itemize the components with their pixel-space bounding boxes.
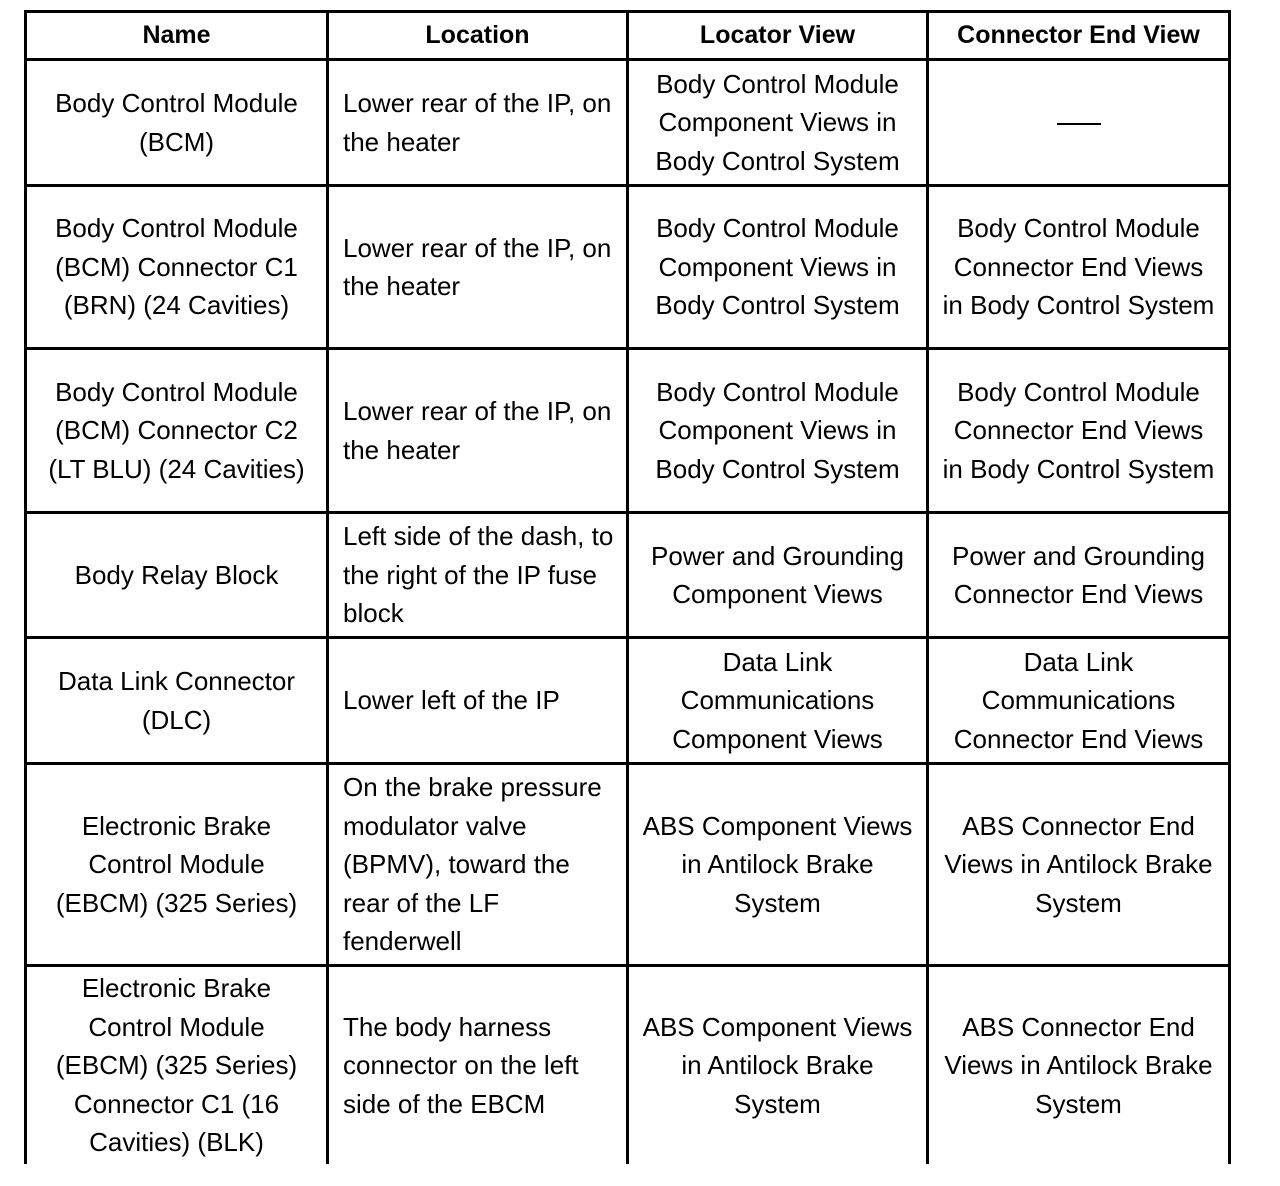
cell-name: Body Control Module (BCM): [26, 60, 328, 186]
cell-connector-end-view: Body Control Module Connector End Views in Body Control System: [928, 349, 1230, 513]
table-row: [26, 764, 1230, 966]
cell-location: On the brake pressure modulator valve (BPMV), toward the rear of the LF fenderwell: [328, 764, 628, 966]
cell-connector-end-view: Power and Grounding Connector End Views: [928, 513, 1230, 638]
cell-location: Lower rear of the IP, on the heater: [328, 60, 628, 186]
cell-name: Electronic Brake Control Module (EBCM) (325 Series) Connector C1 (16 Cavities) (BLK): [26, 966, 328, 1164]
table-row: [26, 60, 1230, 186]
component-locator-table: [24, 10, 1231, 1164]
empty-dash: [1057, 123, 1101, 125]
table-row: [26, 513, 1230, 638]
cell-location: Left side of the dash, to the right of the IP fuse block: [328, 513, 628, 638]
cell-connector-end-view: Body Control Module Connector End Views in Body Control System: [928, 186, 1230, 349]
header-connector-end-view: Connector End View: [928, 12, 1230, 60]
cell-locator-view: Body Control Module Component Views in Body Control System: [628, 186, 928, 349]
table-row: [26, 186, 1230, 349]
table-row: [26, 349, 1230, 513]
cell-connector-end-view: Data Link Communications Connector End Views: [928, 638, 1230, 764]
cell-locator-view: ABS Component Views in Antilock Brake System: [628, 966, 928, 1164]
cell-locator-view: Data Link Communications Component Views: [628, 638, 928, 764]
cell-locator-view: Body Control Module Component Views in Body Control System: [628, 349, 928, 513]
cell-connector-end-view: [928, 60, 1230, 186]
cell-name: Electronic Brake Control Module (EBCM) (325 Series): [26, 764, 328, 966]
header-name: Name: [26, 12, 328, 60]
cell-name: Body Relay Block: [26, 513, 328, 638]
table-row: [26, 966, 1230, 1164]
cell-location: Lower rear of the IP, on the heater: [328, 186, 628, 349]
cell-location: Lower left of the IP: [328, 638, 628, 764]
cell-locator-view: Power and Grounding Component Views: [628, 513, 928, 638]
header-locator-view: Locator View: [628, 12, 928, 60]
header-row: [26, 12, 1230, 60]
cell-locator-view: ABS Component Views in Antilock Brake System: [628, 764, 928, 966]
cell-location: The body harness connector on the left side of the EBCM: [328, 966, 628, 1164]
cell-name: Data Link Connector (DLC): [26, 638, 328, 764]
cell-connector-end-view: ABS Connector End Views in Antilock Brake System: [928, 764, 1230, 966]
cell-name: Body Control Module (BCM) Connector C1 (BRN) (24 Cavities): [26, 186, 328, 349]
header-location: Location: [328, 12, 628, 60]
cell-name: Body Control Module (BCM) Connector C2 (LT BLU) (24 Cavities): [26, 349, 328, 513]
cell-connector-end-view: ABS Connector End Views in Antilock Brake System: [928, 966, 1230, 1164]
cell-location: Lower rear of the IP, on the heater: [328, 349, 628, 513]
cell-locator-view: Body Control Module Component Views in Body Control System: [628, 60, 928, 186]
table-row: [26, 638, 1230, 764]
